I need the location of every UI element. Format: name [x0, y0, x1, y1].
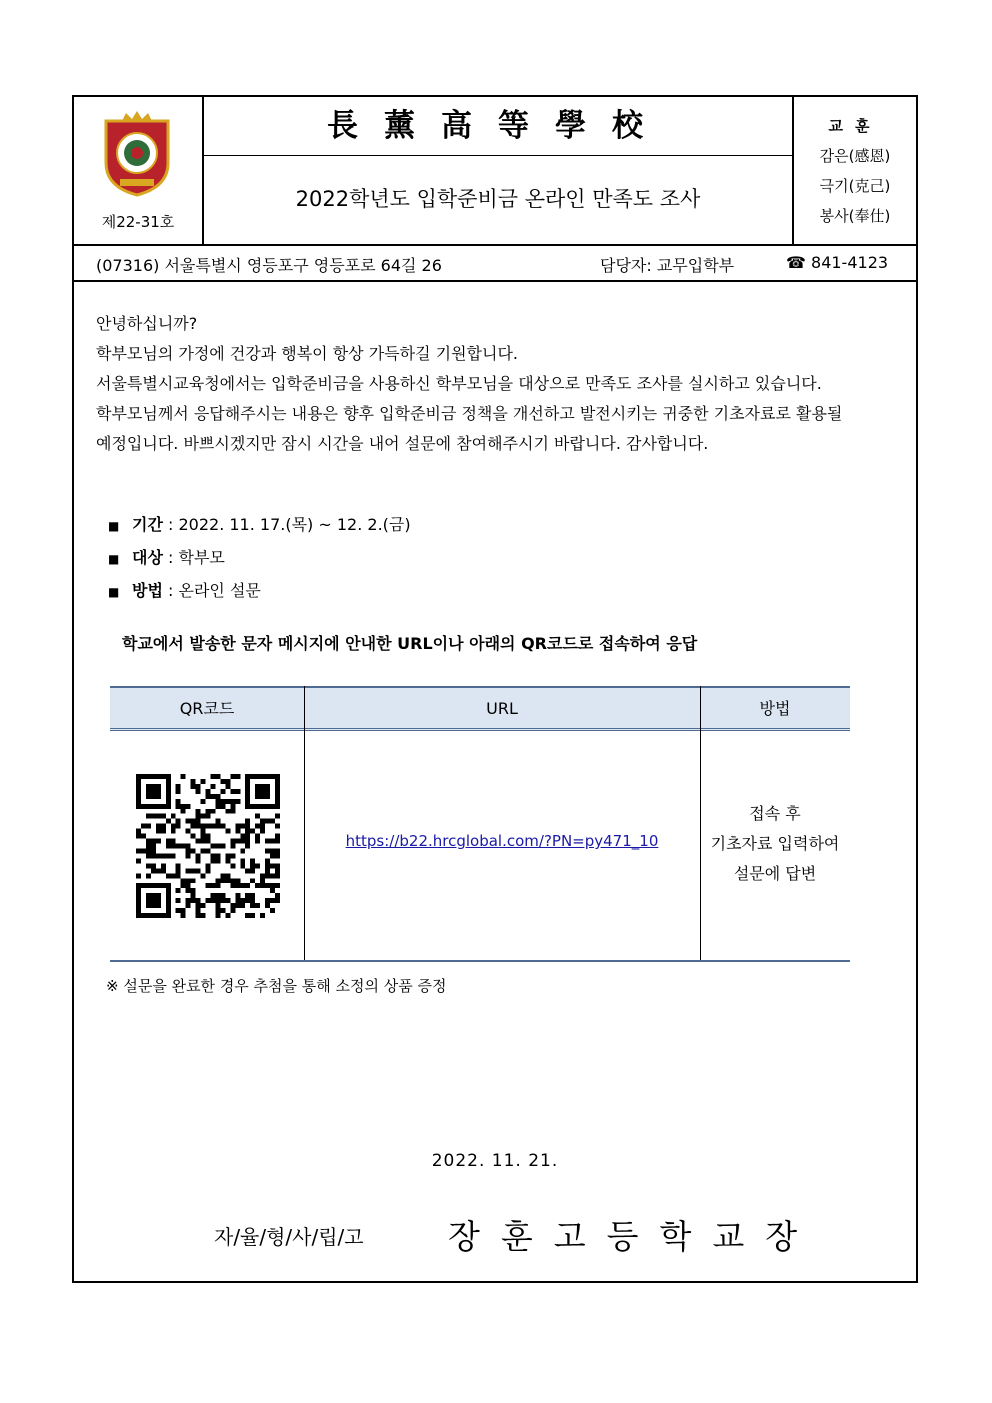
- motto-cell: [794, 97, 916, 244]
- prize-note: ※ 설문을 완료한 경우 추첨을 통해 소정의 상품 증정: [106, 977, 447, 995]
- table-divider: [304, 686, 305, 962]
- school-type-label: 자/율/형/사/립/고: [214, 1225, 364, 1249]
- intro-line: 서울특별시교육청에서는 입학준비금을 사용하신 학부모님을 대상으로 만족도 조사를 실시하고 있습니다.: [96, 374, 822, 393]
- detail-label: 방법: [132, 581, 163, 600]
- intro-text: [96, 309, 906, 459]
- method-line: 접속 후: [749, 804, 801, 823]
- table-divider: [110, 960, 850, 962]
- detail-label: 대상: [132, 548, 163, 567]
- address-bar: [74, 244, 916, 282]
- table-header-url: URL: [304, 686, 700, 730]
- square-bullet-icon: ■: [108, 585, 120, 599]
- school-name: 長薰高等學校: [204, 97, 792, 156]
- method-line: 설문에 답변: [733, 864, 817, 883]
- method-line: 기초자료 입력하여: [710, 834, 840, 853]
- motto-item: 극기(克己): [819, 177, 891, 195]
- detail-target: [108, 541, 411, 574]
- survey-title: 2022학년도 입학준비금 온라인 만족도 조사: [295, 187, 701, 211]
- survey-url-link[interactable]: https://b22.hrcglobal.com/?PN=py471_10: [345, 832, 659, 850]
- detail-value: : 2022. 11. 17.(목) ~ 12. 2.(금): [162, 515, 411, 534]
- intro-line: 학부모님께서 응답해주시는 내용은 향후 입학준비금 정책을 개선하고 발전시키는 귀중한 기초자료로 활용될: [96, 404, 843, 423]
- qr-code-icon[interactable]: [136, 774, 280, 918]
- intro-line: 학부모님의 가정에 건강과 행복이 항상 가득하길 기원합니다.: [96, 344, 519, 363]
- table-divider: [110, 728, 850, 731]
- detail-value: : 학부모: [162, 548, 225, 567]
- school-address: (07316) 서울특별시 영등포구 영등포로 64길 26: [96, 256, 442, 275]
- title-cell: [204, 97, 794, 244]
- issue-date: 2022. 11. 21.: [431, 1151, 559, 1171]
- motto-title: 교훈: [828, 117, 882, 135]
- survey-details: [108, 508, 411, 607]
- square-bullet-icon: ■: [108, 552, 120, 566]
- detail-label: 기간: [132, 515, 163, 534]
- logo-cell: [74, 97, 204, 244]
- motto-item: 봉사(奉仕): [819, 207, 891, 225]
- school-emblem-icon: [102, 111, 172, 197]
- detail-method: [108, 574, 411, 607]
- intro-line: 안녕하십니까?: [96, 314, 198, 333]
- motto-item: 감은(感恩): [819, 147, 891, 165]
- principal-signature: 장훈고등학교장: [448, 1217, 819, 1256]
- document-frame: [72, 95, 918, 1283]
- intro-line: 예정입니다. 바쁘시겠지만 잠시 시간을 내어 설문에 참여해주시기 바랍니다. 감사합니다.: [96, 434, 709, 453]
- phone-number: ☎ 841-4123: [786, 253, 889, 272]
- detail-value: : 온라인 설문: [162, 581, 261, 600]
- method-cell: [700, 799, 850, 889]
- survey-access-table: [110, 686, 850, 962]
- letterhead: [74, 97, 916, 246]
- square-bullet-icon: ■: [108, 519, 120, 533]
- table-header-method: 방법: [700, 686, 850, 730]
- document-number: 제22-31호: [101, 213, 175, 231]
- detail-period: [108, 508, 411, 541]
- table-header-qr: QR코드: [110, 686, 304, 730]
- contact-person: 담당자: 교무입학부: [600, 256, 735, 275]
- response-notice: 학교에서 발송한 문자 메시지에 안내한 URL이나 아래의 QR코드로 접속하여 응답: [122, 634, 698, 653]
